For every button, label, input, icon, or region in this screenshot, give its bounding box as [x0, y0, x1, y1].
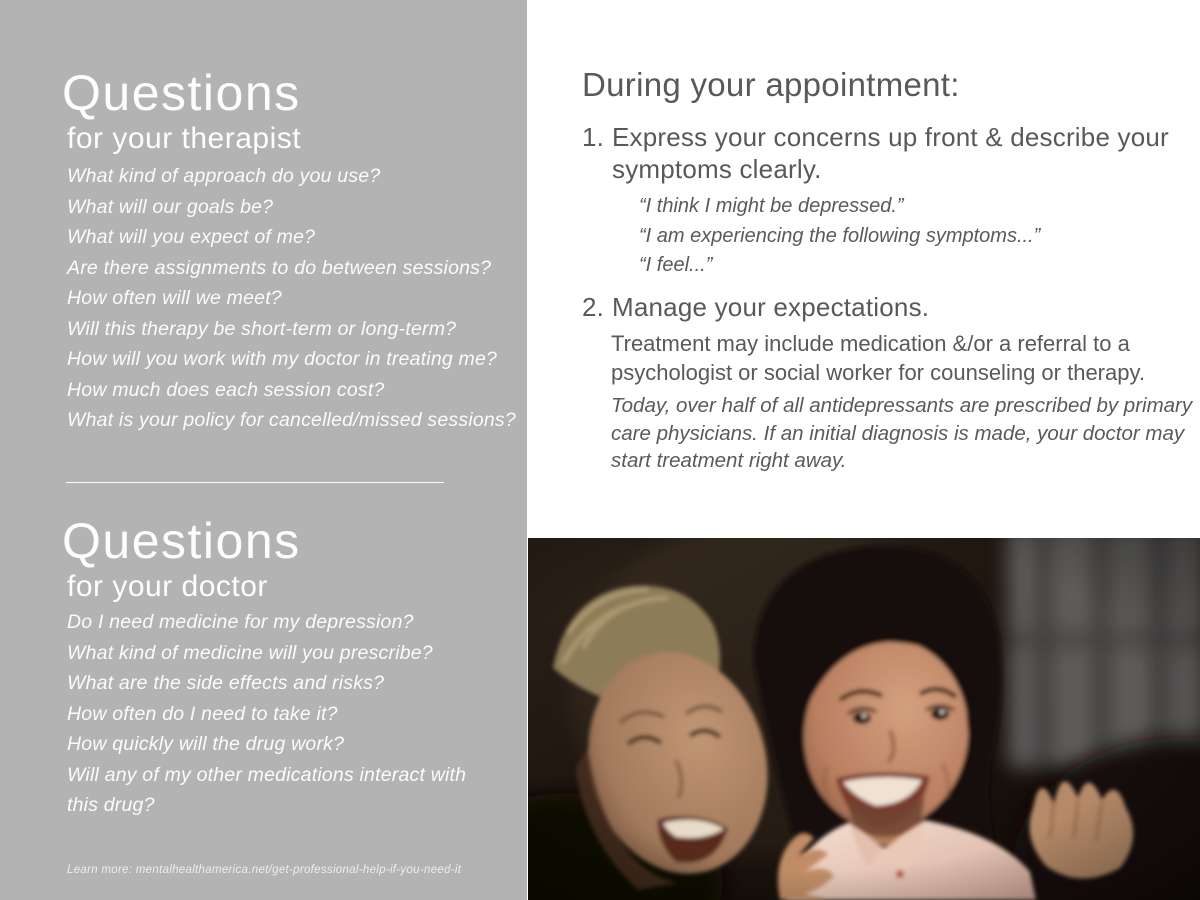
therapist-section-subtitle: for your therapist	[67, 122, 302, 155]
example-quotes	[639, 192, 1040, 281]
section-divider	[66, 482, 444, 483]
therapist-question-list	[67, 161, 516, 436]
step-1-number: 1.	[582, 122, 605, 152]
therapist-question: What is your policy for cancelled/missed sessions?	[67, 409, 516, 431]
step-2-note: Today, over half of all antidepressants are prescribed by primary care physicians. If an initial diagnosis is made, your doctor may start treatment right away.	[611, 394, 1193, 472]
therapist-section-title: Questions	[62, 65, 301, 121]
therapist-question: How much does each session cost?	[67, 378, 385, 401]
step-1	[582, 121, 1184, 185]
doctor-section-title: Questions	[62, 513, 301, 569]
doctor-question: How often do I need to take it?	[67, 702, 338, 725]
appointment-heading: During your appointment:	[582, 66, 960, 103]
step-2-title: Manage your expectations.	[612, 292, 930, 322]
therapist-question: What will you expect of me?	[67, 226, 316, 248]
doctor-section-subtitle: for your doctor	[67, 570, 268, 603]
doctor-question: What are the side effects and risks?	[67, 672, 385, 694]
step-2-number: 2.	[582, 292, 605, 322]
couple-photo	[528, 538, 1200, 900]
therapist-question: What will our goals be?	[67, 195, 274, 218]
step-2-body: Treatment may include medication &/or a referral to a psychologist or social worker for counseling or therapy.	[611, 331, 1145, 385]
step-2	[582, 291, 1184, 323]
doctor-question: What kind of medicine will you prescribe?	[67, 641, 433, 664]
appointment-panel	[527, 0, 1200, 900]
quote-line: “I feel...”	[639, 254, 713, 276]
therapist-question: Will this therapy be short-term or long-term?	[67, 317, 457, 340]
doctor-question: Will any of my other medications interact with this drug?	[67, 763, 467, 816]
learn-more-text: Learn more: mentalhealthamerica.net/get-professional-help-if-you-need-it	[67, 864, 462, 876]
step-1-title: Express your concerns up front & describe your symptoms clearly.	[612, 122, 1169, 184]
therapist-question: Are there assignments to do between sessions?	[67, 256, 492, 279]
couple-photo-illustration	[528, 538, 1200, 900]
therapist-question: How often will we meet?	[67, 287, 282, 309]
quote-line: “I think I might be depressed.”	[639, 195, 904, 217]
doctor-question-list	[67, 607, 499, 821]
therapist-question: How will you work with my doctor in treating me?	[67, 348, 498, 370]
questions-panel	[0, 0, 527, 900]
doctor-question: How quickly will the drug work?	[67, 733, 345, 755]
doctor-question: Do I need medicine for my depression?	[67, 611, 414, 633]
therapist-question: What kind of approach do you use?	[67, 165, 381, 187]
quote-line: “I am experiencing the following symptoms...”	[639, 224, 1041, 247]
